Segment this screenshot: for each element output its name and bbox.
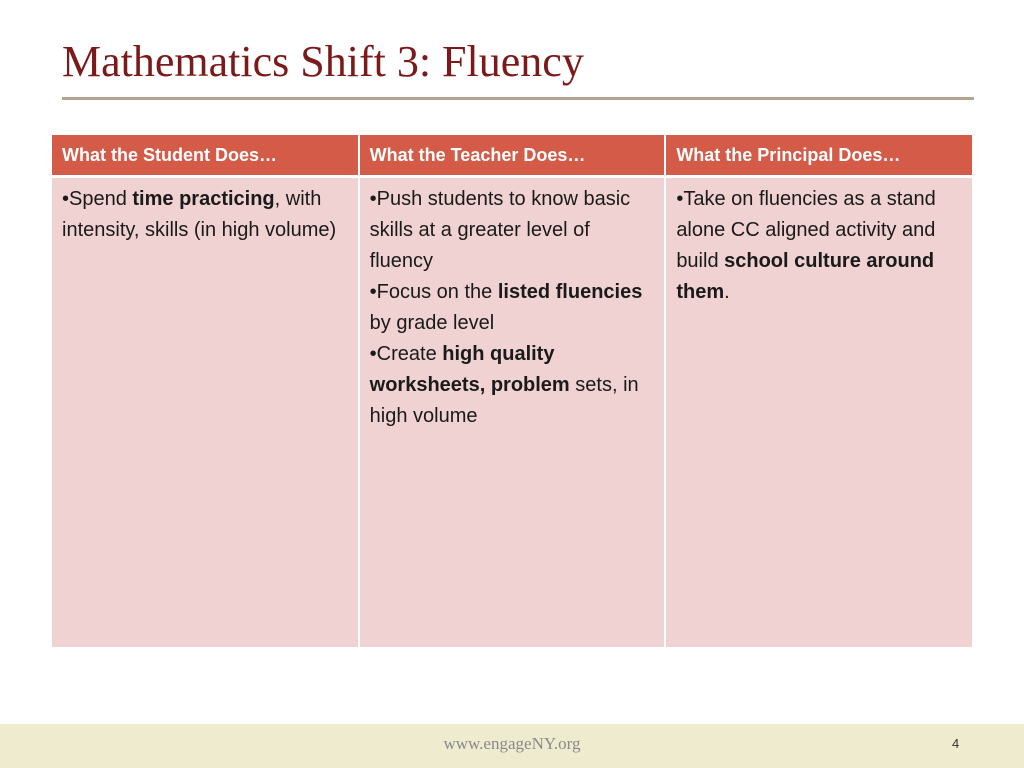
footer-bar bbox=[0, 724, 1024, 768]
bullet-emphasis: time practicing bbox=[132, 188, 275, 210]
bullet-text: sets, in high volume bbox=[369, 374, 639, 427]
student-cell bbox=[52, 177, 359, 648]
bullet-emphasis: listed fluencies bbox=[497, 281, 643, 303]
bullet-text: •Spend bbox=[62, 188, 133, 210]
table-row bbox=[52, 177, 972, 648]
principal-cell bbox=[665, 177, 972, 648]
title-divider bbox=[62, 97, 974, 100]
bullet-text: •Push students to know basic skills at a greater level of fluency bbox=[369, 188, 631, 272]
bullet-item bbox=[370, 339, 655, 432]
bullet-text: by grade level bbox=[369, 312, 495, 334]
bullet-item bbox=[370, 184, 655, 277]
bullet-item bbox=[676, 184, 962, 308]
page-number: 4 bbox=[952, 736, 960, 751]
bullet-text: . bbox=[724, 281, 730, 303]
bullet-emphasis: high quality worksheets, problem bbox=[369, 343, 570, 396]
header-principal: What the Principal Does… bbox=[665, 135, 972, 177]
table-header-row bbox=[52, 135, 972, 177]
bullet-emphasis: school culture around them bbox=[676, 250, 935, 303]
slide-title: Mathematics Shift 3: Fluency bbox=[62, 37, 584, 86]
bullet-item bbox=[62, 184, 348, 246]
bullet-text: , with intensity, skills (in high volume) bbox=[62, 188, 337, 241]
teacher-cell bbox=[359, 177, 666, 648]
header-student: What the Student Does… bbox=[52, 135, 359, 177]
bullet-text: •Take on fluencies as a stand alone CC aligned activity and build bbox=[676, 188, 936, 272]
header-teacher: What the Teacher Does… bbox=[359, 135, 666, 177]
bullet-text: •Create bbox=[369, 343, 443, 365]
footer-url: www.engageNY.org bbox=[443, 734, 581, 753]
roles-table bbox=[52, 135, 972, 647]
bullet-item bbox=[370, 277, 655, 339]
bullet-text: •Focus on the bbox=[369, 281, 498, 303]
